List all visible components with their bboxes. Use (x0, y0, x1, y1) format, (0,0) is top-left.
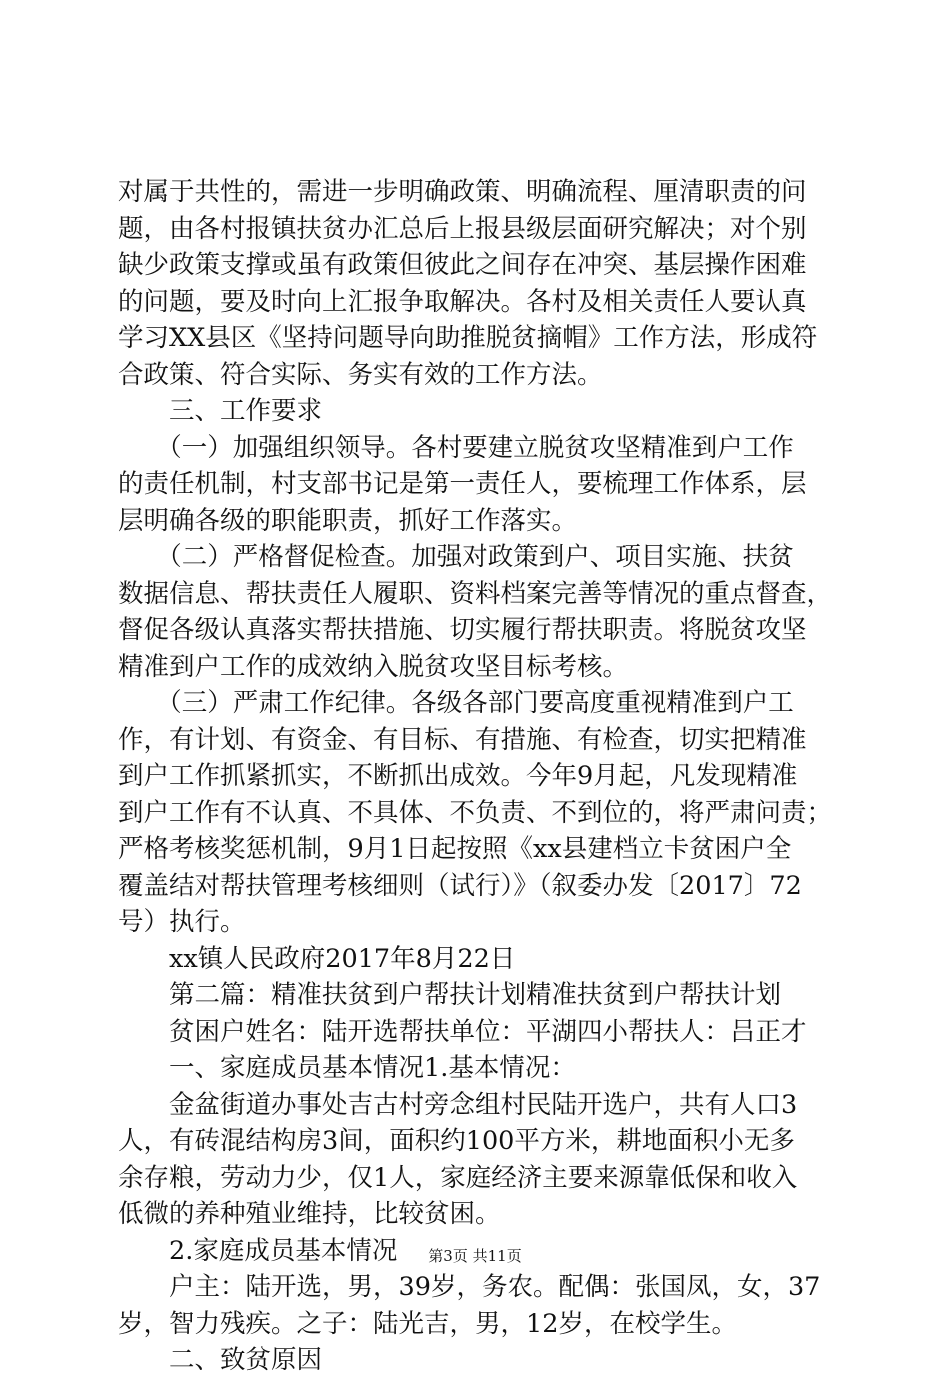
text-line: 人，有砖混结构房3间，面积约100平方米，耕地面积小无多 (118, 1126, 795, 1156)
page-footer: 第3页 共11页 (428, 1247, 522, 1265)
section-heading: 三、工作要求 (118, 396, 323, 426)
text-line: 低微的养种殖业维持，比较贫困。 (118, 1199, 501, 1229)
text-line: 覆盖结对帮扶管理考核细则（试行）》（叙委办发〔2017〕72 (118, 870, 802, 901)
text-line: 督促各级认真落实帮扶措施、切实履行帮扶职责。将脱贫攻坚 (118, 615, 807, 645)
text-line: 作，有计划、有资金、有目标、有措施、有检查，切实把精准 (118, 724, 807, 755)
text-line: 题，由各村报镇扶贫办汇总后上报县级层面研究解决；对个别 (118, 213, 807, 244)
text-line: 的问题，要及时向上汇报争取解决。各村及相关责任人要认真 (118, 286, 807, 317)
text-line: 贫困户姓名：陆开选帮扶单位：平湖四小帮扶人：吕正才 (118, 1016, 807, 1047)
text-line: 金盆街道办事处吉古村旁念组村民陆开选户，共有人口3 (118, 1089, 798, 1120)
text-line: 号）执行。 (118, 907, 246, 937)
text-line: （一）加强组织领导。各村要建立脱贫攻坚精准到户工作 (118, 432, 794, 463)
section-heading: 一、家庭成员基本情况1.基本情况： (118, 1053, 576, 1083)
text-line: （二）严格督促检查。加强对政策到户、项目实施、扶贫 (118, 542, 794, 572)
text-line: 对属于共性的，需进一步明确政策、明确流程、厘清职责的问 (118, 177, 807, 207)
text-line: 到户工作有不认真、不具体、不负责、不到位的，将严肃问责； (118, 797, 833, 828)
text-line: 严格考核奖惩机制，9月1日起按照《xx县建档立卡贫困户全 (118, 834, 792, 864)
section-heading: 2.家庭成员基本情况 (118, 1235, 398, 1266)
text-line: 精准到户工作的成效纳入脱贫攻坚目标考核。 (118, 651, 629, 682)
text-line: 岁，智力残疾。之子：陆光吉，男，12岁，在校学生。 (118, 1308, 737, 1339)
text-line: 余存粮，劳动力少，仅1人，家庭经济主要来源靠低保和收入 (118, 1162, 798, 1193)
text-line: 的责任机制，村支部书记是第一责任人，要梳理工作体系，层 (118, 469, 807, 499)
text-line: 学习XX县区《坚持问题导向助推脱贫摘帽》工作方法，形成符 (118, 323, 818, 353)
text-line: 缺少政策支撑或虽有政策但彼此之间存在冲突、基层操作困难 (118, 250, 807, 280)
body-text (118, 174, 838, 1379)
section-heading: 第二篇：精准扶贫到户帮扶计划精准扶贫到户帮扶计划 (118, 980, 782, 1010)
signature-date-line: xx镇人民政府2017年8月22日 (118, 943, 516, 974)
text-line: （三）严肃工作纪律。各级各部门要高度重视精准到户工 (118, 688, 794, 718)
text-line: 到户工作抓紧抓实，不断抓出成效。今年9月起，凡发现精准 (118, 761, 798, 791)
text-line: 户主：陆开选，男，39岁，务农。配偶：张国凤，女，37 (118, 1272, 821, 1302)
section-heading: 二、致贫原因 (118, 1345, 323, 1375)
text-line: 层明确各级的职能职责，抓好工作落实。 (118, 505, 578, 536)
text-line: 数据信息、帮扶责任人履职、资料档案完善等情况的重点督查， (118, 578, 833, 609)
text-line: 合政策、符合实际、务实有效的工作方法。 (118, 359, 603, 390)
